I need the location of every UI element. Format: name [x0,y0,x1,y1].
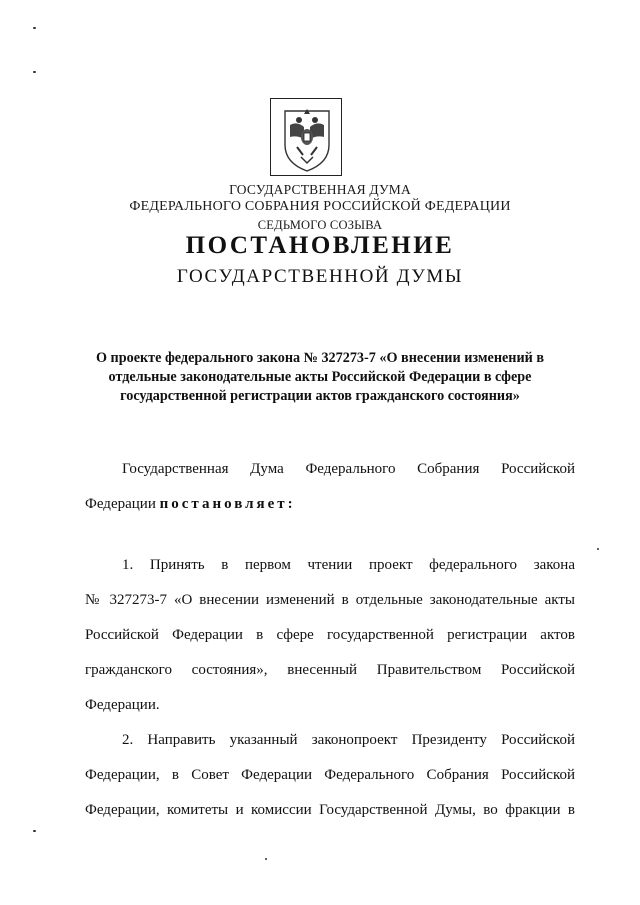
paragraph-text: Федерации [85,496,160,512]
paragraph-line [85,487,575,522]
paragraph-line: 1. Принять в первом чтении проект федерального закона [122,557,575,573]
convocation-line: СЕДЬМОГО СОЗЫВА [257,218,383,232]
scan-speck [597,548,599,550]
paragraph-line: 2. Направить указанный законопроект Президенту Российской [122,732,575,748]
scan-speck [265,858,267,860]
item-2-paragraph [85,723,575,828]
org-name-line-1: ГОСУДАРСТВЕННАЯ ДУМА [229,182,411,197]
paragraph-line: Федерации, в Совет Федерации Федерального Собрания Российской [85,767,575,783]
paragraph-line: Российской Федерации в сфере государственной регистрации актов [85,627,575,643]
subject-line: отдельные законодательные акты Российской Федерации в сфере [108,369,532,385]
coat-of-arms-emblem [270,98,342,176]
paragraph-line: № 327273-7 «О внесении изменений в отдельные законодательные акты [85,592,575,608]
scan-speck [33,830,36,832]
org-name-line-2: ФЕДЕРАЛЬНОГО СОБРАНИЯ РОССИЙСКОЙ ФЕДЕРАЦИИ [129,199,511,214]
resolution-subject [80,349,560,406]
item-1-paragraph [85,548,575,723]
paragraph-line: Федерации, комитеты и комиссии Государственной Думы, во фракции в [85,802,575,818]
paragraph-line: гражданского состояния», внесенный Правительством Российской [85,662,575,678]
scan-speck [33,71,36,73]
subject-line: О проекте федерального закона № 327273-7 «О внесении изменений в [95,350,545,366]
paragraph-line: Федерации. [85,697,160,713]
document-title: ПОСТАНОВЛЕНИЕ [185,232,455,259]
subject-line: государственной регистрации актов гражданского состояния» [120,388,520,404]
preamble-paragraph [85,452,575,522]
scan-speck [33,27,36,29]
document-subtitle: ГОСУДАРСТВЕННОЙ ДУМЫ [176,266,464,287]
paragraph-line: Государственная Дума Федерального Собрания Российской [122,461,575,477]
decree-verb: постановляет: [159,496,296,512]
